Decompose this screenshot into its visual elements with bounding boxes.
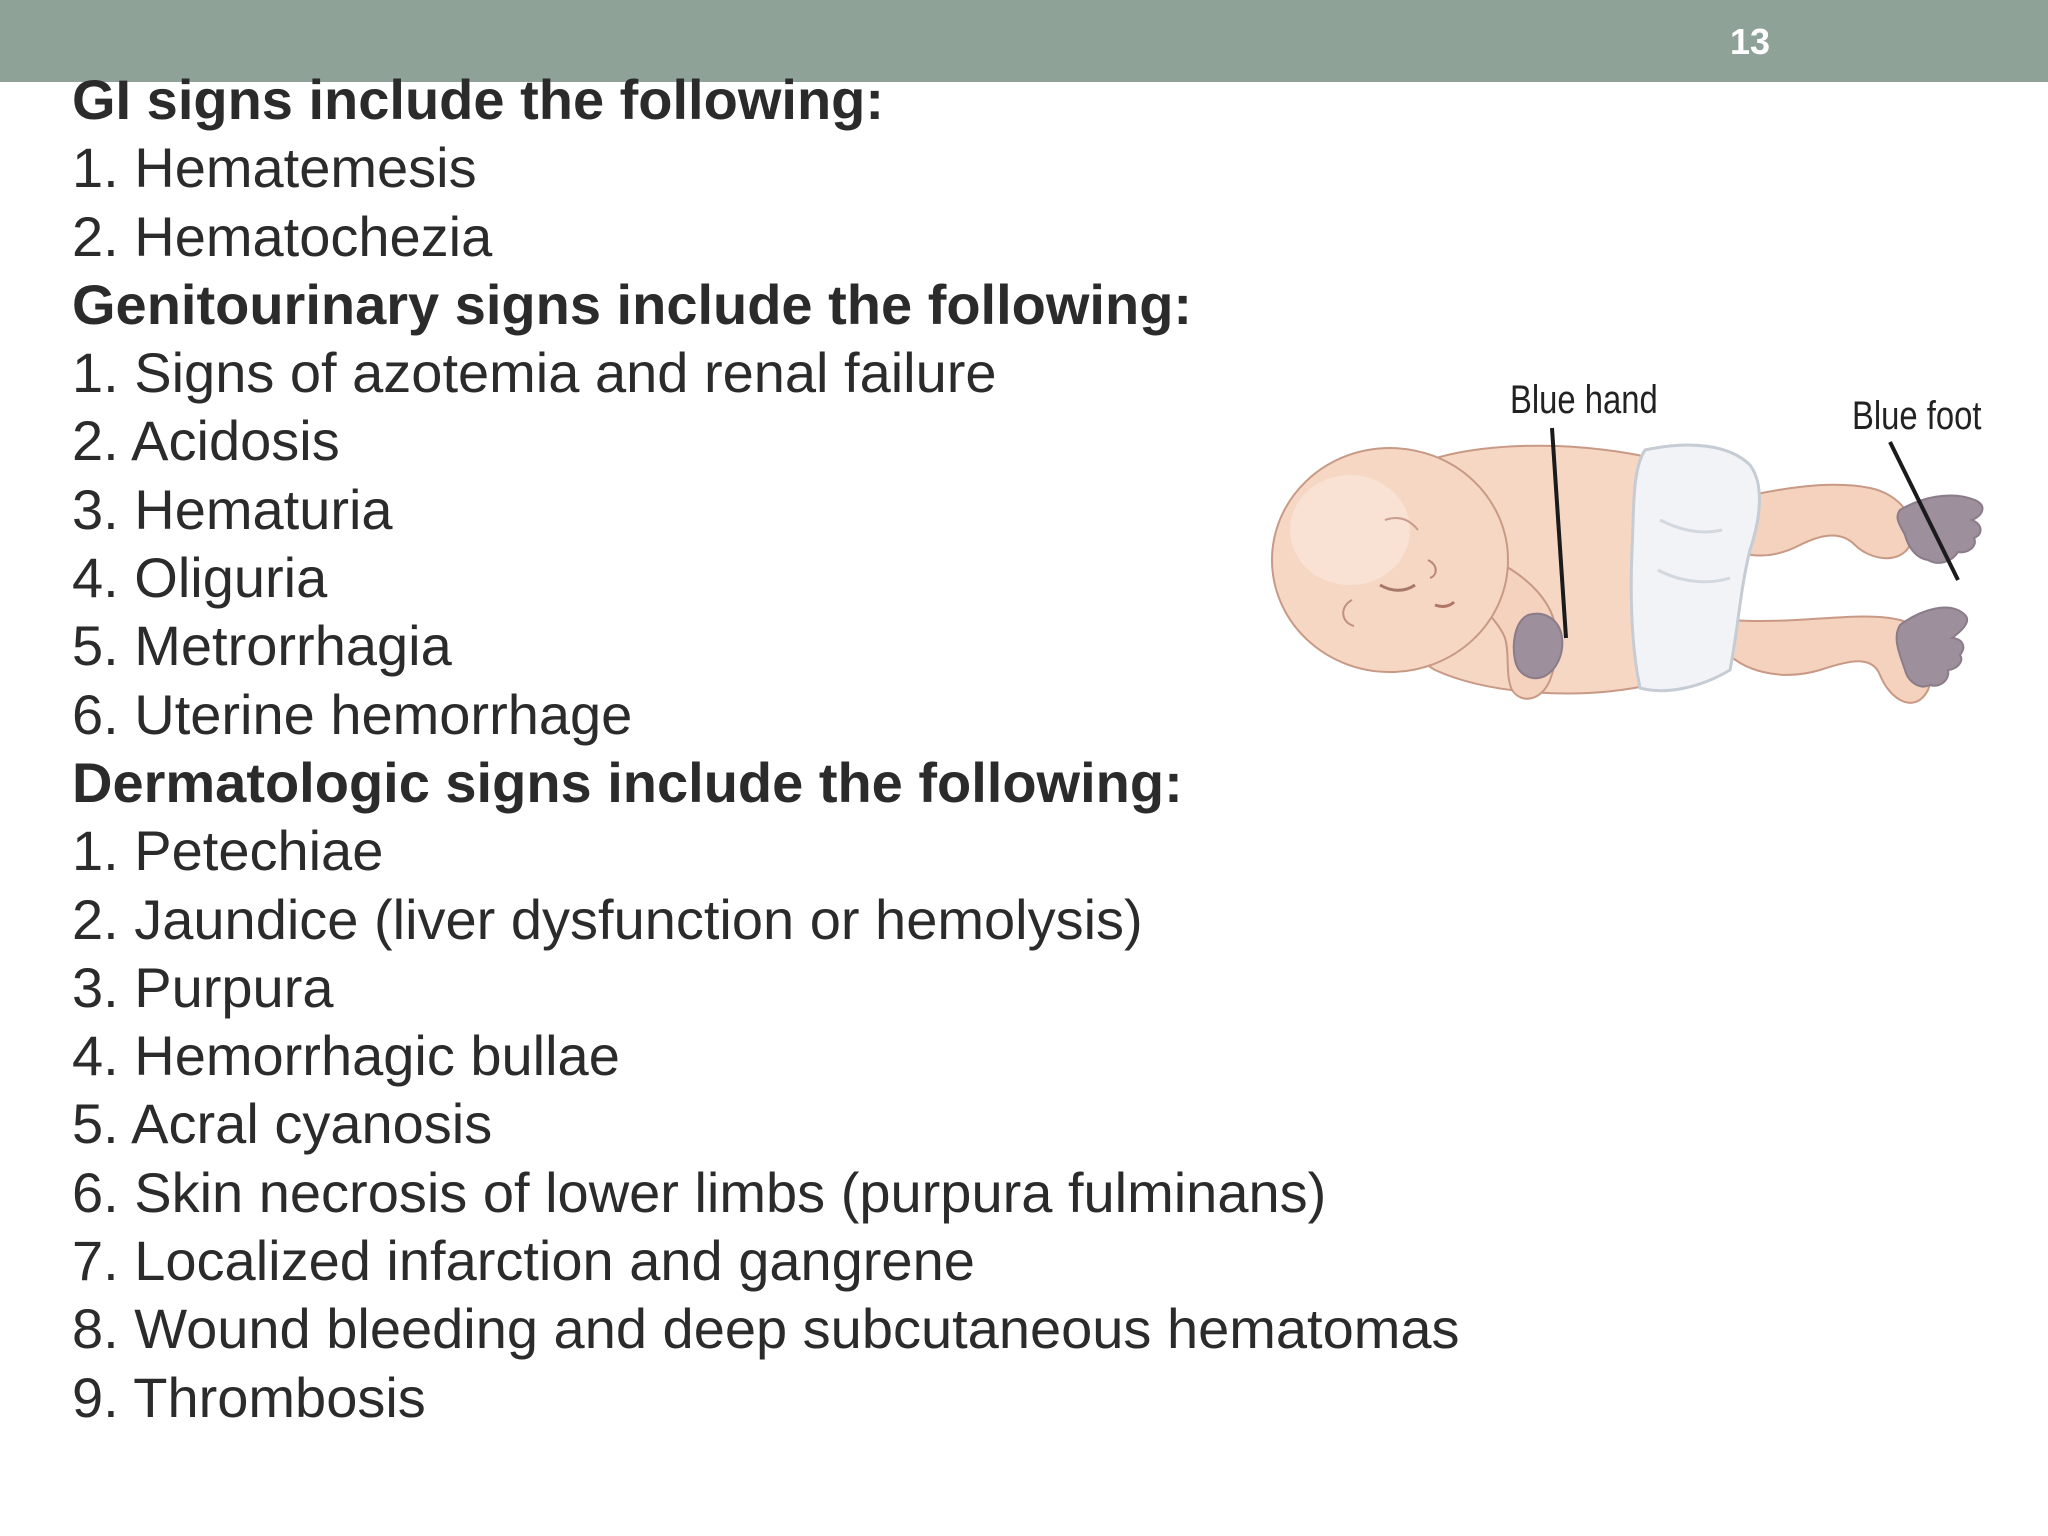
infant-cyanosis-illustration bbox=[1260, 370, 2020, 770]
list-item: 2. Jaundice (liver dysfunction or hemolysis) bbox=[72, 887, 1143, 951]
list-item: 9. Thrombosis bbox=[72, 1365, 426, 1429]
list-item: 8. Wound bleeding and deep subcutaneous hematomas bbox=[72, 1297, 1460, 1361]
blue-foot-upper bbox=[1897, 495, 1982, 562]
section-heading-dermatologic: Dermatologic signs include the following: bbox=[72, 750, 1183, 814]
label-blue-foot: Blue foot bbox=[1852, 394, 1982, 438]
list-item: 1. Hematemesis bbox=[72, 136, 477, 200]
blue-foot-lower bbox=[1897, 608, 1968, 687]
list-item: 6. Skin necrosis of lower limbs (purpura fulminans) bbox=[72, 1160, 1327, 1224]
section-heading-genitourinary: Genitourinary signs include the following: bbox=[72, 272, 1193, 336]
list-item: 4. Oliguria bbox=[72, 546, 328, 610]
section-heading-gi: GI signs include the following: bbox=[72, 68, 884, 131]
list-item: 6. Uterine hemorrhage bbox=[72, 682, 633, 746]
list-item: 7. Localized infarction and gangrene bbox=[72, 1229, 975, 1293]
list-item: 2. Hematochezia bbox=[72, 204, 493, 268]
list-item: 1. Petechiae bbox=[72, 819, 384, 883]
list-item: 1. Signs of azotemia and renal failure bbox=[72, 341, 997, 405]
blue-hand bbox=[1514, 614, 1563, 678]
slide-number: 13 bbox=[1729, 21, 1771, 62]
list-item: 3. Purpura bbox=[72, 955, 334, 1019]
head-shading bbox=[1290, 475, 1410, 585]
list-item: 3. Hematuria bbox=[72, 477, 393, 541]
list-item: 2. Acidosis bbox=[72, 409, 340, 473]
list-item: 5. Metrorrhagia bbox=[72, 614, 452, 678]
list-item: 5. Acral cyanosis bbox=[72, 1092, 493, 1156]
label-blue-hand: Blue hand bbox=[1510, 378, 1658, 422]
list-item: 4. Hemorrhagic bullae bbox=[72, 1024, 620, 1088]
